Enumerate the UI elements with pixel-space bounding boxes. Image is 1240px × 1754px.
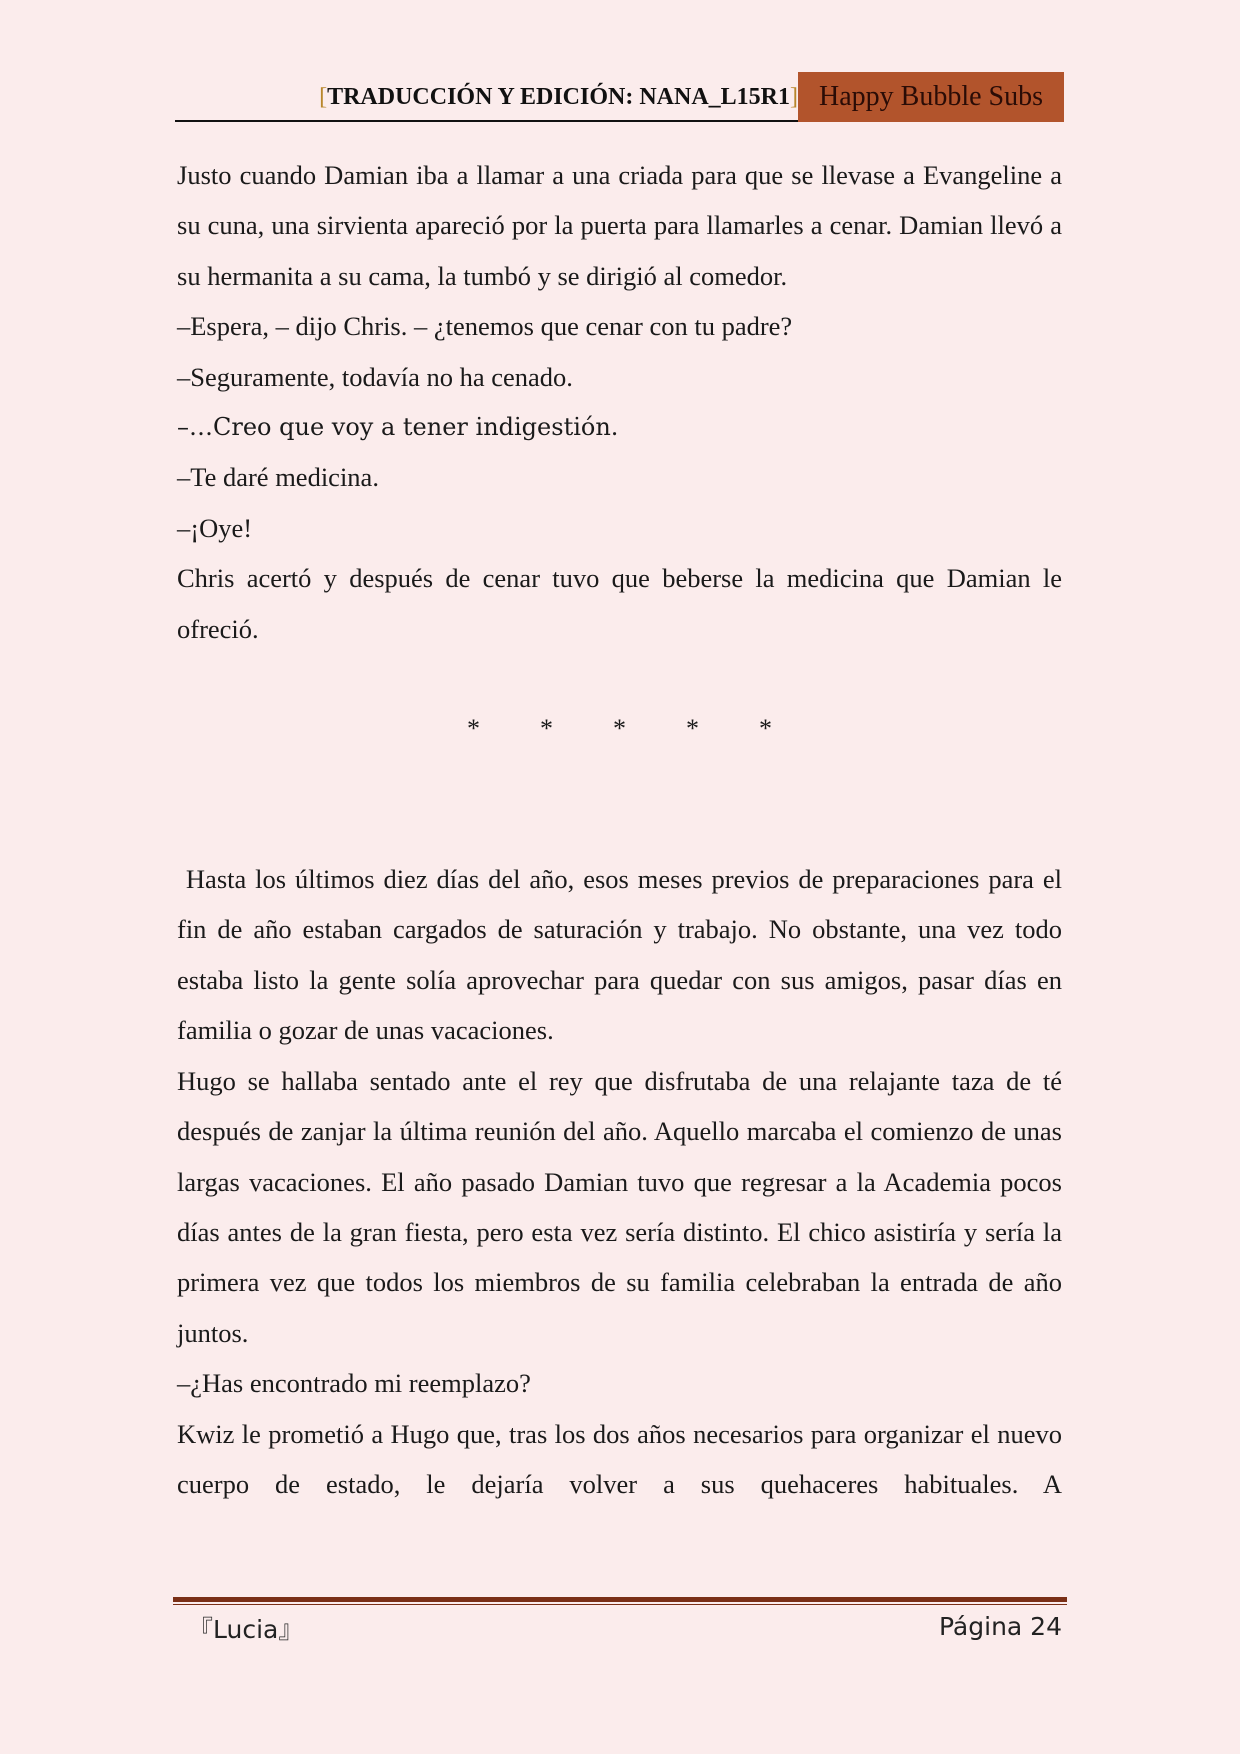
dialogue-line: –¡Oye! xyxy=(177,512,253,543)
scene-separator xyxy=(177,654,1062,854)
credit-text: TRADUCCIÓN Y EDICIÓN: NANA_L15R1 xyxy=(327,84,790,110)
translation-credit xyxy=(319,84,798,111)
footer-rule xyxy=(173,1597,1067,1602)
header-rule xyxy=(175,120,798,122)
page-number: Página 24 xyxy=(938,1612,1062,1641)
paragraph: Justo cuando Damian iba a llamar a una criada para que se llevase a Evangeline a su cuna, una sirvienta apareció por la puerta para llamarles a cenar. Damian llevó a su hermanita a su cama, la tumbó y se dirigió al comedor. xyxy=(177,160,1062,291)
paragraph: Chris acertó y después de cenar tuvo que beberse la medicina que Damian le ofreció. xyxy=(177,563,1062,644)
bracket-close: ] xyxy=(790,84,798,110)
separator-star: * xyxy=(540,714,553,744)
separator-star: * xyxy=(759,714,772,744)
page-header xyxy=(175,72,1064,122)
footer-rule-thin xyxy=(173,1604,1067,1605)
separator-star: * xyxy=(686,714,699,744)
group-badge: Happy Bubble Subs xyxy=(798,72,1064,122)
bracket-open: [ xyxy=(319,84,328,110)
dialogue-line: –¿Has encontrado mi reemplazo? xyxy=(177,1368,531,1399)
paragraph: Hasta los últimos diez días del año, esos meses previos de preparaciones para el fin de año estaban cargados de saturación y trabajo. No obstante, una vez todo estaba listo la gente solía aprovechar para quedar con sus amigos, pasar días en familia o gozar de unas vacaciones. xyxy=(177,864,1069,1046)
paragraph: Hugo se hallaba sentado ante el rey que disfrutaba de una relajante taza de té después de zanjar la última reunión del año. Aquello marcaba el comienzo de unas largas vacaciones. El año pasado Damian tuvo que regresar a la Academia pocos días antes de la gran fiesta, pero esta vez sería distinto. El chico asistiría y sería la primera vez que todos los miembros de su familia celebraban la entrada de año juntos. xyxy=(177,1065,1062,1348)
dialogue-line: –Espera, – dijo Chris. – ¿tenemos que cenar con tu padre? xyxy=(177,311,793,342)
paragraph: Kwiz le prometió a Hugo que, tras los dos años necesarios para organizar el nuevo cuerpo de estado, le dejaría volver a sus quehaceres habituales. A xyxy=(177,1418,1062,1499)
separator-star: * xyxy=(467,714,480,744)
separator-star: * xyxy=(613,714,626,744)
dialogue-line: –…Creo que voy a tener indigestión. xyxy=(177,413,619,442)
dialogue-line: –Te daré medicina. xyxy=(177,462,379,493)
dialogue-line: –Seguramente, todavía no ha cenado. xyxy=(177,361,573,392)
book-title: 『Lucia』 xyxy=(188,1615,304,1644)
page-body xyxy=(177,150,1069,1509)
